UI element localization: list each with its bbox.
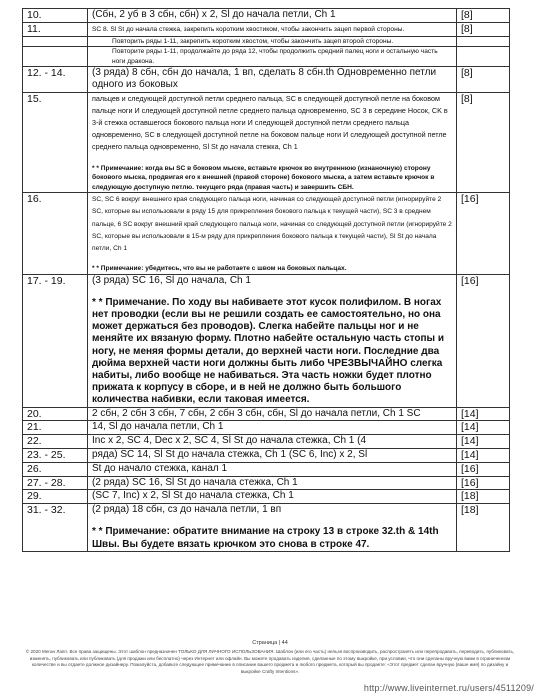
copyright-notice: © 2020 Меган Лапп. Все права защищены. Этот шаблон предназначен ТОЛЬКО ДЛЯ ЛИЧНОГО ИСПОЛЬЗОВАНИЯ. Шаблон (или его часть) нельзя воспроизводить, распространять или перепродавать, переводить, публиковать, изменять, публиковать или публиковать (для продажи или бесплатно) через Интернет или офлайн. Вы можете продавать изделия, сделанные по этому выкройке, при условии, что они сделаны вручную вами в ограниченном количестве и вы отдаете должное дизайнеру. Пожалуйста, добавьте следующее примечание в описание вашего предмета и любого предмета, который вы продаете: «Этот предмет сделан вручную (ваше имя) по дизайну и выкройке Crafty Intentions». <box>25 649 515 674</box>
instruction-text: (Сбн, 2 уб в 3 сбн, сбн) х 2, Sl до начала петли, Ch 1 <box>92 9 336 20</box>
table-row <box>23 9 510 23</box>
row-instruction <box>88 47 457 67</box>
table-row <box>23 421 510 435</box>
stitch-count: [8] <box>457 9 510 23</box>
instruction-note: * * Примечание. По ходу вы набиваете этот кусок полифилом. В ногах нет проводки (если вы не решили создать ее самостоятельно, но она может держаться без проводов). Слегка набейте пальцы ног и не меняйте их вязаную форму. Плотно набейте остальную часть стопы и ногу, не меняя формы детали, до верхней части ноги. Последние два дюйма верхней части ноги должны быть либо ЧРЕЗВЫЧАЙНО слегка набиты, либо вообще не набиваться. Эта часть ножки будет плотно прижата к корпусу в сборе, и в ней не должно быть большого количества набивки, если таковая имеется. <box>92 296 445 406</box>
instruction-text: Повторить ряды 1-11, закрепить коротким хвостом, чтобы закончить зацеп второй стороны. <box>112 37 394 45</box>
table-row <box>23 490 510 504</box>
table-row <box>23 274 510 407</box>
stitch-count: [18] <box>457 504 510 552</box>
instruction-text: (3 ряда) SC 16, Sl до начала, Ch 1 <box>92 274 251 286</box>
instruction-text: Повторите ряды 1-11, продолжайте до ряда 12, чтобы продолжить средний палец ноги и остальную часть ноги дракона. <box>112 48 438 65</box>
table-row <box>23 462 510 476</box>
row-instruction <box>88 504 457 552</box>
instruction-text: 2 сбн, 2 сбн 3 сбн, 7 сбн, 2 сбн 3 сбн, сбн, Sl до начала петли, Ch 1 SC <box>92 407 421 419</box>
instruction-note: * * Примечание: обратите внимание на строку 13 в строке 32.th & 14th Швы. Вы будете вязать крючком это снова в строке 47. <box>92 526 439 550</box>
row-instruction <box>88 462 457 476</box>
stitch-count: [8] <box>457 92 510 193</box>
stitch-count: [14] <box>457 435 510 449</box>
table-row <box>23 36 510 47</box>
table-row <box>23 435 510 449</box>
row-number: 26. <box>23 462 88 476</box>
stitch-count: [8] <box>457 67 510 92</box>
pattern-page <box>22 8 510 552</box>
table-row <box>23 47 510 67</box>
stitch-count: [18] <box>457 490 510 504</box>
table-row <box>23 22 510 36</box>
instruction-text: SC 8. Sl St до начала стежка, закрепить коротким хвостиком, чтобы закончить зацеп первой стороны. <box>92 25 405 33</box>
instruction-text: 14, Sl до начала петли, Ch 1 <box>92 421 224 433</box>
table-row <box>23 67 510 92</box>
table-row <box>23 193 510 274</box>
row-number <box>23 36 88 47</box>
instruction-text: ряда) SC 14, Sl St до начала стежка, Ch 1 (SC 6, Inc) x 2, Sl <box>92 448 368 460</box>
row-instruction <box>88 36 457 47</box>
row-number: 12. - 14. <box>23 67 88 92</box>
table-row <box>23 407 510 421</box>
stitch-count <box>457 47 510 67</box>
stitch-count: [16] <box>457 274 510 407</box>
row-number: 21. <box>23 421 88 435</box>
stitch-count: [8] <box>457 22 510 36</box>
watermark-url: http://www.liveinternet.ru/users/4511209/ <box>363 683 534 693</box>
row-instruction <box>88 407 457 421</box>
stitch-count: [16] <box>457 462 510 476</box>
instruction-text: (2 ряда) 18 сбн, сз до начала петли, 1 вп <box>92 504 282 516</box>
row-instruction <box>88 448 457 462</box>
row-number: 22. <box>23 435 88 449</box>
table-row <box>23 448 510 462</box>
row-instruction <box>88 22 457 36</box>
row-instruction <box>88 274 457 407</box>
row-number: 17. - 19. <box>23 274 88 407</box>
stitch-count: [16] <box>457 193 510 274</box>
row-instruction <box>88 9 457 23</box>
instruction-text: пальцев и следующей доступной петли среднего пальца, SC в следующей доступной петле на боковом пальце ноги И следующей доступной петле среднего пальца одновременно, SC 3 в середине Носок, CK в 3-й стежка оставшегося бокового пальца ноги И следующей доступной петли среднего пальца одновременно, SC в следующей доступной петле на боковом пальце ноги И следующей доступной петле среднего пальца одновременно, Sl St до начала стежка, Ch 1 <box>92 93 448 152</box>
page-number: Страница | 44 <box>252 640 288 646</box>
row-instruction <box>88 435 457 449</box>
instruction-text: (SC 7, Inc) x 2, Sl St до начала стежка, Ch 1 <box>92 490 294 502</box>
table-row <box>23 504 510 552</box>
instruction-note: * * Примечание: убедитесь, что вы не работаете с швом на боковых пальцах. <box>92 265 347 273</box>
instruction-note: * * Примечание: когда вы SC в боковом мыске, вставьте крючок во внутреннюю (изнаночную) сторону бокового мыска, продвигая его к внешней (правой стороне) бокового мыска, а затем вставьте крючок в следующую доступную петлю. текущего ряда (правая часть) и завершить СБН. <box>92 164 435 191</box>
stitch-count: [16] <box>457 476 510 490</box>
row-instruction <box>88 67 457 92</box>
stitch-count: [14] <box>457 407 510 421</box>
instruction-text: Inc x 2, SC 4, Dec x 2, SC 4, Sl St до начала стежка, Ch 1 (4 <box>92 435 367 447</box>
row-number: 16. <box>23 193 88 274</box>
stitch-count: [14] <box>457 448 510 462</box>
table-row <box>23 92 510 193</box>
pattern-table <box>22 8 510 552</box>
row-number: 20. <box>23 407 88 421</box>
row-instruction <box>88 193 457 274</box>
row-instruction <box>88 92 457 193</box>
row-instruction <box>88 476 457 490</box>
instruction-text: (3 ряда) 8 сбн, сбн до начала, 1 вп, сделать 8 сбн.th Одновременно петли одного из боковых <box>92 67 437 91</box>
table-row <box>23 476 510 490</box>
row-instruction <box>88 490 457 504</box>
row-number: 15. <box>23 92 88 193</box>
row-number: 23. - 25. <box>23 448 88 462</box>
stitch-count: [14] <box>457 421 510 435</box>
instruction-text: SC, SC 6 вокруг внешнего края следующего пальца ноги, начиная со следующей доступной петли (игнорируйте 2 SC, которые вы использовали в ряду 15 для прикрепления бокового пальца к текущей части), SC 3 в среднем пальце, 6 SC вокруг внешний край следующего пальца ноги, начиная со следующей доступной петли (игнорируйте 2 SC, которые вы использовали в 15-м ряду для прикрепления бокового пальца к текущей части), Sl St до начала петли, Ch 1 <box>92 196 452 252</box>
row-number: 29. <box>23 490 88 504</box>
row-number: 31. - 32. <box>23 504 88 552</box>
row-number: 27. - 28. <box>23 476 88 490</box>
instruction-text: St до начало стежка, канал 1 <box>92 462 228 474</box>
row-instruction <box>88 421 457 435</box>
stitch-count <box>457 36 510 47</box>
row-number: 11. <box>23 22 88 36</box>
row-number: 10. <box>23 9 88 23</box>
instruction-text: (2 ряда) SC 16, Sl St до начала стежка, Ch 1 <box>92 476 298 488</box>
row-number <box>23 47 88 67</box>
